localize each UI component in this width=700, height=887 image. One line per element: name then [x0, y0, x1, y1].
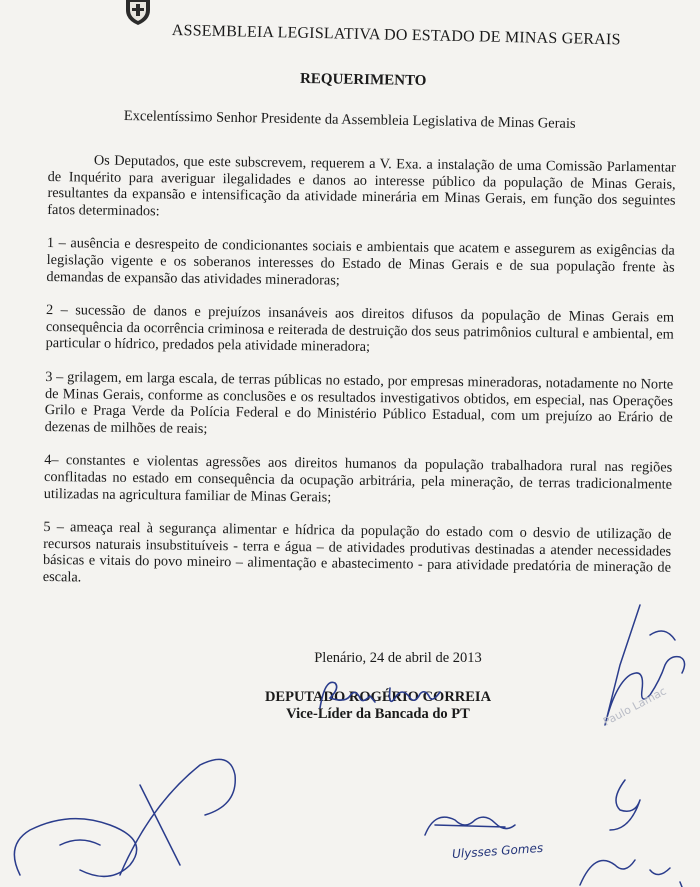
institution-header: ASSEMBLEIA LEGISLATIVA DO ESTADO DE MINAS GERAIS — [171, 22, 621, 49]
handwritten-name-ulysses: Ulysses Gomes — [451, 840, 544, 862]
place-date: Plenário, 24 de abril de 2013 — [314, 650, 482, 666]
signer-role: Vice-Líder da Bancada do PT — [286, 706, 470, 722]
signature-bottom-right — [540, 770, 700, 887]
item-4-paragraph: 4– constantes e violentas agressões aos direitos humanos da população trabalhadora rural nas regiões conflitadas no estado em consequência da ocupação arbitrária, pela mineração, de terras tradicionalmente utilizadas na agricultura familiar de Minas Gerais; — [43, 452, 673, 505]
signature-bottom-middle — [415, 805, 535, 845]
signature-bottom-left — [0, 745, 260, 887]
item-2-paragraph: 2 – sucessão de danos e prejuízos insanáveis aos direitos difusos da população de Minas Gerais em consequência da ocorrência criminosa e reiterada de destruição dos seus patrimônios cultural e ambiental, em particular o hídrico, predados pela atividade mineradora; — [45, 302, 675, 356]
intro-paragraph: Os Deputados, que este subscrevem, requerem a V. Exa. a instalação de uma Comissão Parlamentar de Inquérito para averiguar ilegalidades e danos ao interesse público da população de Minas Gerais, resultantes da expansão e intensificação da atividade minerária em Minas Gerais, em função dos seguintes fatos determinados: — [47, 152, 676, 220]
salutation: Excelentíssimo Senhor Presidente da Assembleia Legislativa de Minas Gerais — [123, 108, 576, 132]
item-5-paragraph: 5 – ameaça real à segurança alimentar e hídrica da população do estado com o desvio de utilização de recursos naturais insubstituíveis - terra e água – de atividades produtivas destinadas a atender necessidades básicas e vitais do povo mineiro – alimentação e abastecimento - para atividade predatória de mineração de escala. — [42, 519, 672, 586]
coat-of-arms-icon — [118, 0, 158, 26]
stamp-name: Paulo Lamac — [601, 684, 669, 729]
signer-name: DEPUTADO ROGÉRIO CORREIA — [264, 689, 492, 705]
signature-right-top — [570, 595, 700, 735]
item-3-paragraph: 3 – grilagem, em larga escala, de terras públicas no estado, por empresas mineradoras, notadamente no Norte de Minas Gerais, conforme as conclusões e os resultados investigativos obtidos, em especial, nas Operações Grilo e Praga Verde da Polícia Federal e do Ministério Público Estadual, com um prejuízo ao Erário de dezenas de milhões de reais; — [44, 368, 674, 437]
signature-rogerio-correia — [300, 668, 470, 728]
document-body — [42, 152, 675, 610]
document-title: REQUERIMENTO — [299, 70, 427, 90]
item-1-paragraph: 1 – ausência e desrespeito de condicionantes sociais e ambientais que acatem e assegurem as exigências da legislação vigente e os soberanos interesses do Estado de Minas Gerais e de sua população frente às demandas de expansão das atividades mineradoras; — [46, 235, 675, 289]
